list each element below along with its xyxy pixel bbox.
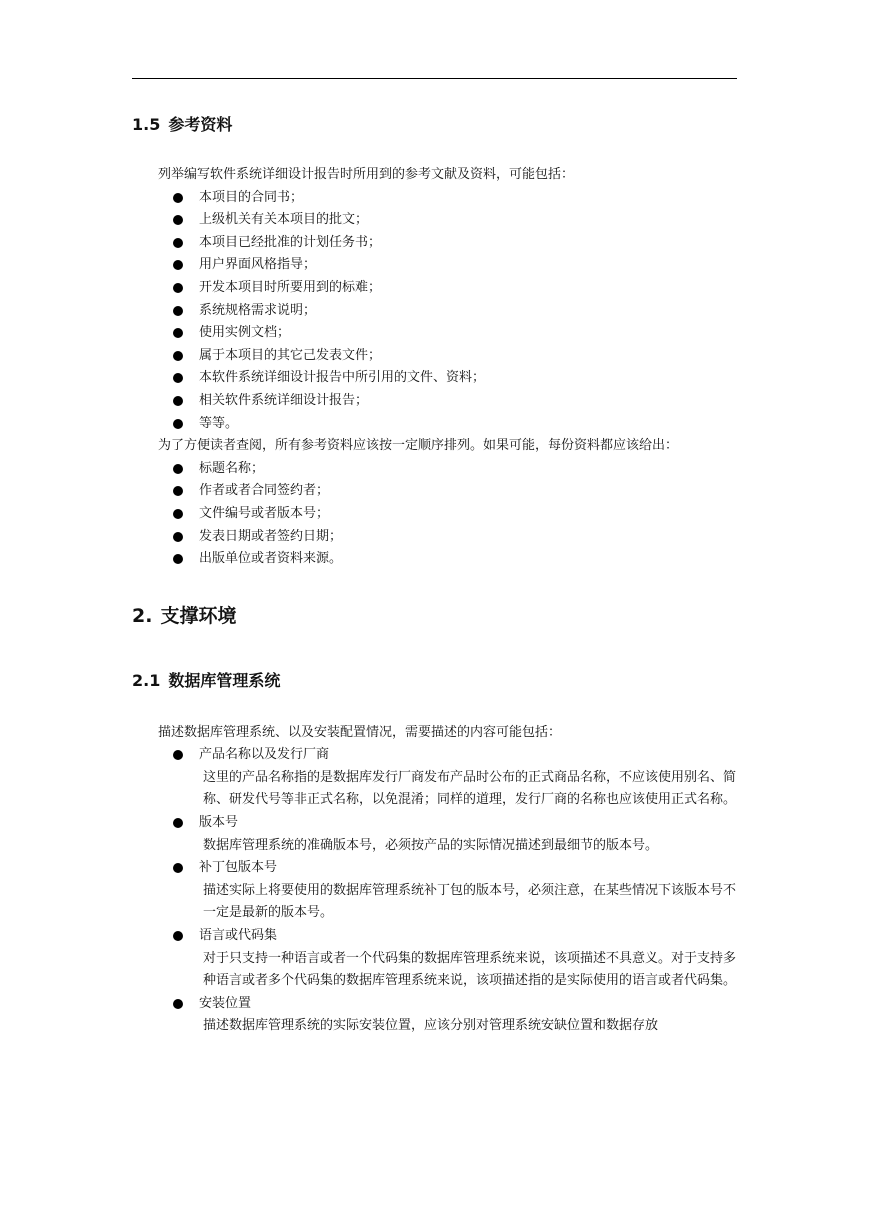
list-item <box>132 526 737 549</box>
list-item-description: 描述实际上将要使用的数据库管理系统补丁包的版本号，必须注意，在某些情况下该版本号不一定是最新的版本号。 <box>203 882 737 921</box>
list-item <box>132 277 737 300</box>
bullet-icon <box>173 863 183 873</box>
list-item <box>132 322 737 345</box>
list-item-text: 用户界面风格指导； <box>199 257 317 273</box>
list-item-text: 出版单位或者资料来源。 <box>199 551 343 567</box>
document-body <box>132 112 737 1038</box>
paragraph-intro: 列举编写软件系统详细设计报告时所用到的参考文献及资料，可能包括： <box>158 167 575 182</box>
list-item-description: 对于只支持一种语言或者一个代码集的数据库管理系统来说，该项描述不具意义。对于支持多种语言或者多个代码集的数据库管理系统来说，该项描述指的是实际使用的语言或者代码集。 <box>203 950 737 989</box>
list-item-label: 补丁包版本号 <box>199 860 278 876</box>
bullet-icon <box>173 818 183 828</box>
list-item <box>132 503 737 526</box>
bullet-icon <box>173 931 183 941</box>
list-item-text: 属于本项目的其它己发表文件； <box>199 347 382 363</box>
list-item <box>132 300 737 323</box>
bullet-icon <box>173 215 183 225</box>
list-item <box>132 187 737 210</box>
bullet-icon <box>173 509 183 519</box>
list-item <box>132 744 737 812</box>
list-item-text: 本项目已经批准的计划任务书； <box>199 234 382 250</box>
list-item-text: 标题名称； <box>199 460 265 476</box>
list-item-label: 版本号 <box>199 815 239 831</box>
list-item-text: 文件编号或者版本号； <box>199 505 330 521</box>
list-item-text: 等等。 <box>199 415 239 431</box>
list-item <box>132 993 737 1038</box>
section-number: 1.5 <box>132 115 161 134</box>
bullet-icon <box>173 532 183 542</box>
list-item-text: 上级机关有关本项目的批文； <box>199 212 369 228</box>
bullet-icon <box>173 193 183 203</box>
list-item-description: 描述数据库管理系统的实际安装位置，应该分别对管理系统安缺位置和数据存放 <box>203 1018 659 1034</box>
bullet-icon <box>173 306 183 316</box>
section-number: 2.1 <box>132 670 161 690</box>
list-item-label: 产品名称以及发行厂商 <box>199 747 330 763</box>
list-item-text: 本软件系统详细设计报告中所引用的文件、资料； <box>199 370 486 386</box>
bullet-icon <box>173 351 183 361</box>
bullet-icon <box>173 260 183 270</box>
bullet-icon <box>173 464 183 474</box>
list-item <box>132 925 737 993</box>
bullet-icon <box>173 328 183 338</box>
bullet-icon <box>173 419 183 429</box>
field-list <box>132 458 737 571</box>
paragraph-order-note: 为了方便读者查阅，所有参考资料应该按一定顺序排列。如果可能，每份资料都应该给出： <box>158 438 679 454</box>
bullet-icon <box>173 373 183 383</box>
list-item <box>132 254 737 277</box>
list-item-description: 数据库管理系统的准确版本号，必须按产品的实际情况描述到最细节的版本号。 <box>203 837 659 853</box>
list-item-text: 作者或者合同签约者； <box>199 483 330 499</box>
list-item <box>132 812 737 857</box>
list-item <box>132 345 737 368</box>
list-item <box>132 367 737 390</box>
list-item-text: 本项目的合同书； <box>199 189 304 205</box>
section-title: 支撑环境 <box>160 604 237 627</box>
section-number: 2. <box>132 604 153 627</box>
section-title: 参考资料 <box>168 115 233 134</box>
list-item-label: 语言或代码集 <box>199 928 278 944</box>
header-rule <box>132 78 737 79</box>
list-item <box>132 390 737 413</box>
list-item-text: 开发本项目时所要用到的标难； <box>199 279 382 295</box>
paragraph-intro: 描述数据库管理系统、以及安装配置情况，需要描述的内容可能包括： <box>158 724 562 740</box>
list-item-text: 发表日期或者签约日期； <box>199 528 343 544</box>
section-heading-1-5 <box>132 112 737 138</box>
list-item <box>132 232 737 255</box>
list-item-label: 安装位置 <box>199 995 252 1011</box>
dbms-list <box>132 744 737 1038</box>
bullet-icon <box>173 554 183 564</box>
section-heading-2 <box>132 601 737 631</box>
reference-list <box>132 187 737 436</box>
list-item <box>132 857 737 925</box>
list-item-description: 这里的产品名称指的是数据库发行厂商发布产品时公布的正式商品名称，不应该使用别名、简称、研发代号等非正式名称，以免混淆；同样的道理，发行厂商的名称也应该使用正式名称。 <box>203 769 737 808</box>
section-heading-2-1 <box>132 668 737 694</box>
list-item <box>132 413 737 436</box>
list-item <box>132 480 737 503</box>
list-item <box>132 458 737 481</box>
section-title: 数据库管理系统 <box>168 670 281 690</box>
bullet-icon <box>173 396 183 406</box>
list-item-text: 相关软件系统详细设计报告； <box>199 392 369 408</box>
list-item <box>132 209 737 232</box>
list-item-text: 系统规格需求说明； <box>199 302 317 318</box>
bullet-icon <box>173 750 183 760</box>
list-item <box>132 548 737 571</box>
bullet-icon <box>173 238 183 248</box>
bullet-icon <box>173 283 183 293</box>
bullet-icon <box>173 486 183 496</box>
bullet-icon <box>173 999 183 1009</box>
list-item-text: 使用实例文档； <box>199 325 291 341</box>
